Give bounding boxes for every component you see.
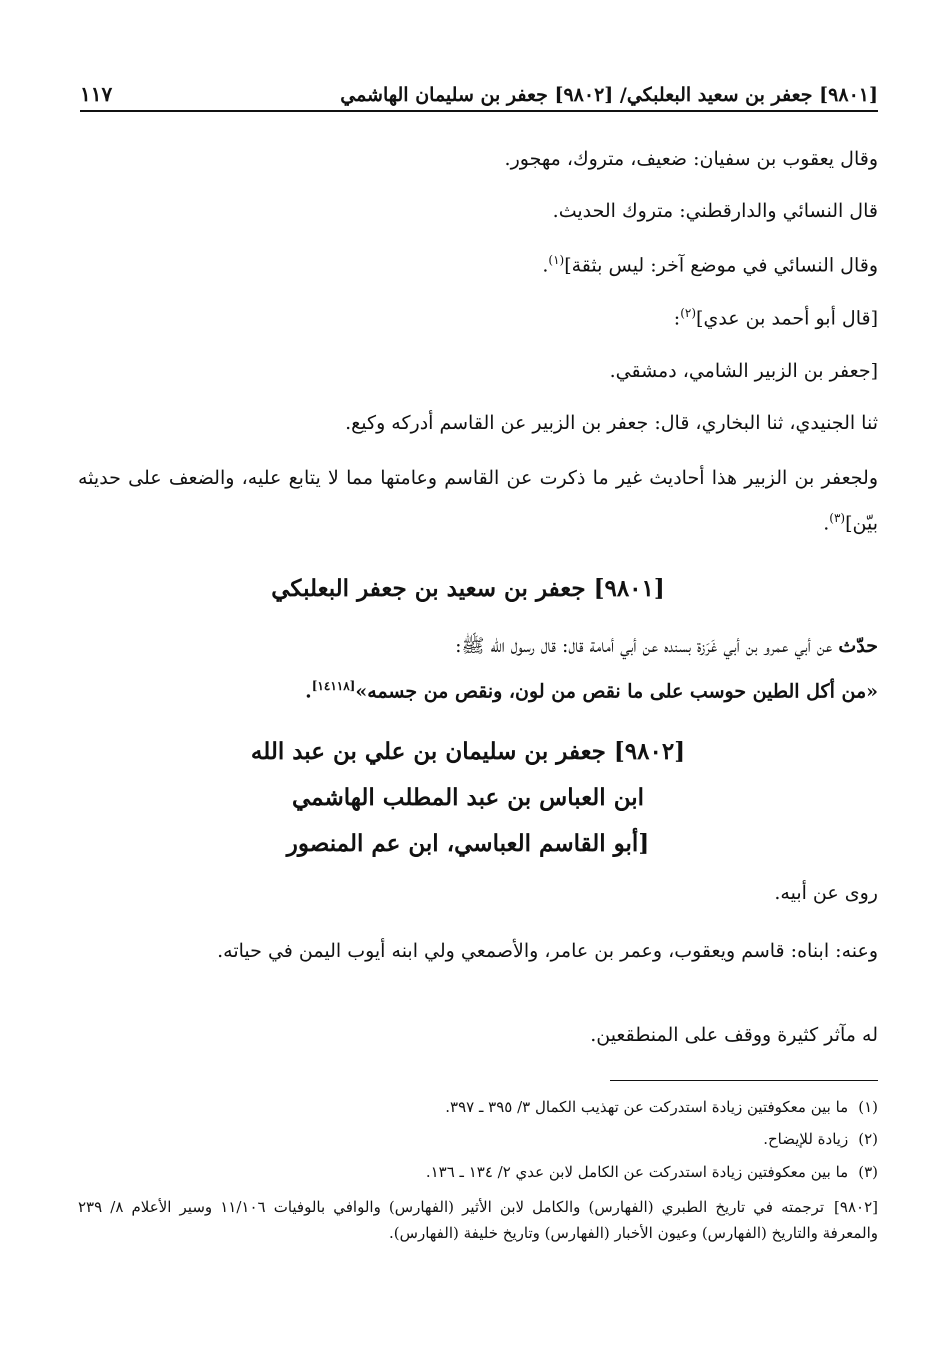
entry-heading-9802-line2: ابن العباس بن عبد المطلب الهاشمي xyxy=(291,784,644,811)
footnote-2-text: زيادة للإيضاح. xyxy=(763,1130,849,1148)
text-line-4-body: [قال أبو أحمد بن عدي] xyxy=(696,307,878,330)
footnote-2-number: (٢) xyxy=(858,1130,878,1148)
hadith-chain: عن أبي عمرو بن أبي غَرَزة بسنده عن أبي أمامة قال: قال رسول الله ﷺ: xyxy=(455,635,839,657)
footnote-9802-text: ترجمته في تاريخ الطبري (الفهارس) والكامل لابن الأثير (الفهارس) والوافي بالوفيات ١١/١٠٦ وسير الأعلام ٨/ ٢٣٩ والمعرفة والتاريخ (الفهارس) وعيون الأخبار (الفهارس) وتاريخ خليفة (الفهارس). xyxy=(78,1198,878,1242)
footnote-1-number: (١) xyxy=(858,1098,878,1116)
footnote-3-text: ما بين معكوفتين زيادة استدركت عن الكامل لابن عدي ٢/ ١٣٤ ـ ١٣٦. xyxy=(425,1163,849,1181)
text-paragraph-7-body: ولجعفر بن الزبير هذا أحاديث غير ما ذكرت عن القاسم وعامتها مما لا يتابع عليه، والضعف على حديثه بيّن] xyxy=(78,467,878,535)
footnote-1-text: ما بين معكوفتين زيادة استدركت عن تهذيب الكمال ٣/ ٣٩٥ ـ ٣٩٧. xyxy=(445,1098,849,1116)
footnote-divider xyxy=(610,1080,878,1081)
running-header xyxy=(80,70,878,112)
text-line-2: قال النسائي والدارقطني: متروك الحديث. xyxy=(552,200,878,222)
hadith-quote-line xyxy=(78,666,878,711)
entry-heading-9801: [٩٨٠١] جعفر بن سعيد بن جعفر البعلبكي xyxy=(271,575,665,602)
entry-9802-narrated-from: روى عن أبيه. xyxy=(774,882,878,904)
text-line-4-end: : xyxy=(673,307,681,330)
footnote-9802-number: [٩٨٠٢] xyxy=(834,1198,878,1216)
footnote-1 xyxy=(78,1098,878,1116)
hadith-block xyxy=(78,626,878,711)
text-line-5: [جعفر بن الزبير الشامي، دمشقي. xyxy=(609,360,878,382)
haddath-word: حدّث xyxy=(838,635,878,657)
text-line-3 xyxy=(542,253,878,276)
text-paragraph-7-end: . xyxy=(823,512,830,535)
footnote-9802 xyxy=(78,1194,878,1246)
entry-9802-narrators: وعنه: ابناه: قاسم ويعقوب، وعمر بن عامر، والأصمعي ولي ابنه أيوب اليمن في حياته. xyxy=(217,940,878,962)
text-line-4 xyxy=(674,306,878,329)
text-paragraph-7 xyxy=(78,458,878,543)
hadith-number: [١٤١١٨] xyxy=(311,679,356,693)
footnote-3-number: (٣) xyxy=(858,1163,878,1181)
text-line-6: ثنا الجنيدي، ثنا البخاري، قال: جعفر بن الزبير عن القاسم أدركه وكيع. xyxy=(345,412,878,434)
hadith-quote: «من أكل الطين حوسب على ما نقص من لون، ونقص من جسمه» xyxy=(355,680,878,703)
text-line-3-end: . xyxy=(542,254,549,277)
hadith-chain-line xyxy=(78,626,878,666)
footnote-2 xyxy=(78,1130,878,1148)
header-title: [٩٨٠١] جعفر بن سعيد البعلبكي/ [٩٨٠٢] جعفر بن سليمان الهاشمي xyxy=(340,84,878,106)
text-line-1: وقال يعقوب بن سفيان: ضعيف، متروك، مهجور. xyxy=(504,148,878,170)
footnote-ref-2: (٢) xyxy=(680,306,697,320)
hadith-quote-end: . xyxy=(305,680,312,703)
footnote-3 xyxy=(78,1163,878,1181)
footnote-ref-1: (١) xyxy=(548,253,565,267)
entry-9802-merits: له مآثر كثيرة ووقف على المنطقعين. xyxy=(590,1024,878,1046)
entry-heading-9802-line3: [أبو القاسم العباسي، ابن عم المنصور xyxy=(286,830,650,857)
page-number: ١١٧ xyxy=(80,82,113,106)
entry-heading-9802-line1: [٩٨٠٢] جعفر بن سليمان بن علي بن عبد الله xyxy=(250,738,686,765)
footnote-ref-3: (٣) xyxy=(829,511,846,525)
text-line-3-body: وقال النسائي في موضع آخر: ليس بثقة] xyxy=(564,254,878,277)
